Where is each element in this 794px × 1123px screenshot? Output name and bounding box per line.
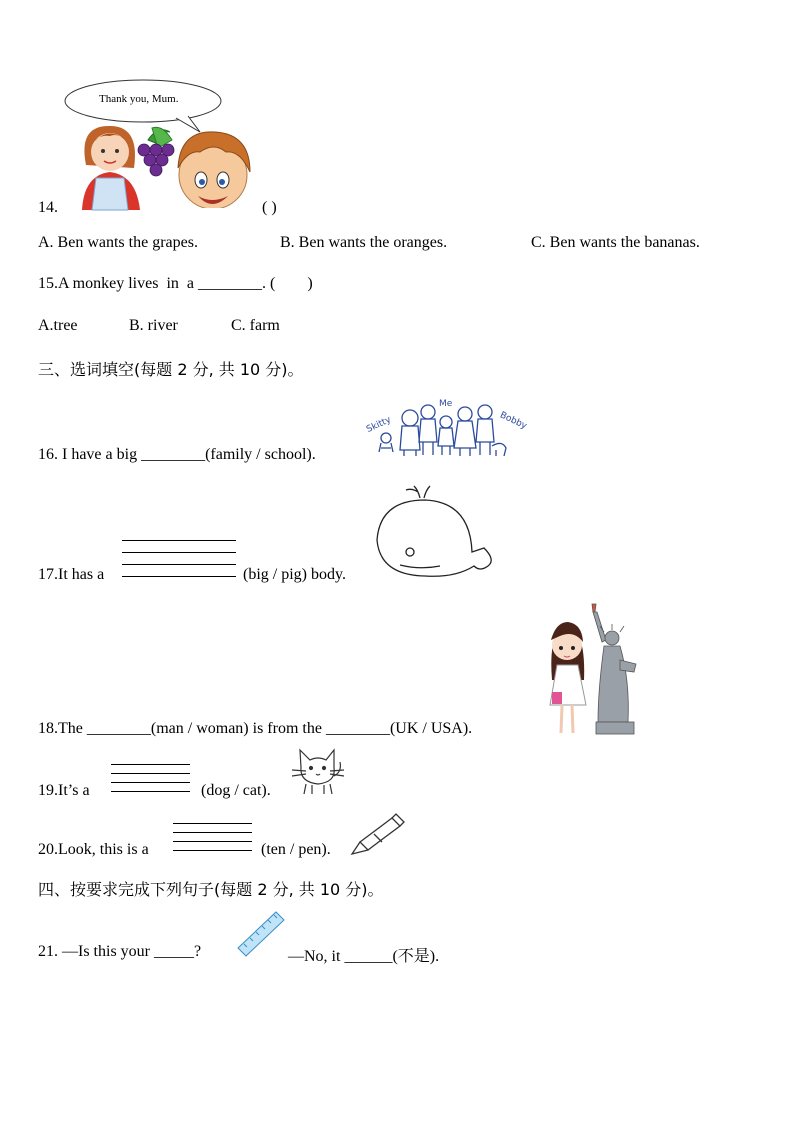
q18-stem: 18.The ________(man / woman) is from the ________(UK / USA). xyxy=(38,720,473,737)
q16-stem: 16. I have a big ________(family / school). xyxy=(38,446,316,463)
family-label-middle: Me xyxy=(439,399,453,409)
family-label-left: Skitty xyxy=(365,415,393,435)
q20-suffix: (ten / pen). xyxy=(261,841,331,858)
q15-option-c[interactable]: C. farm xyxy=(231,317,280,334)
q20-prefix: 20.Look, this is a xyxy=(38,841,149,858)
speech-bubble-text: Thank you, Mum. xyxy=(99,93,179,105)
q15-stem: 15.A monkey lives in a ________. ( ) xyxy=(38,275,313,292)
q21-part2: —No, it ______(不是). xyxy=(288,948,440,965)
q15-option-b[interactable]: B. river xyxy=(129,317,178,334)
family-label-right: Bobby xyxy=(498,410,529,432)
q14-answer-paren[interactable]: ( ) xyxy=(262,199,277,216)
q21-part1: 21. —Is this your _____? xyxy=(38,943,202,960)
q19-suffix: (dog / cat). xyxy=(201,782,271,799)
section3-title: 三、选词填空(每题 2 分, 共 10 分)。 xyxy=(38,360,304,379)
q19-prefix: 19.It’s a xyxy=(38,782,90,799)
q17-prefix: 17.It has a xyxy=(38,566,105,583)
q15-option-a[interactable]: A.tree xyxy=(38,317,78,334)
q14-number: 14. xyxy=(38,199,58,216)
q17-suffix: (big / pig) body. xyxy=(243,566,346,583)
section4-title: 四、按要求完成下列句子(每题 2 分, 共 10 分)。 xyxy=(38,880,384,899)
q14-option-a[interactable]: A. Ben wants the grapes. xyxy=(38,234,198,251)
q14-option-b[interactable]: B. Ben wants the oranges. xyxy=(280,234,448,251)
q14-option-c[interactable]: C. Ben wants the bananas. xyxy=(531,234,700,251)
